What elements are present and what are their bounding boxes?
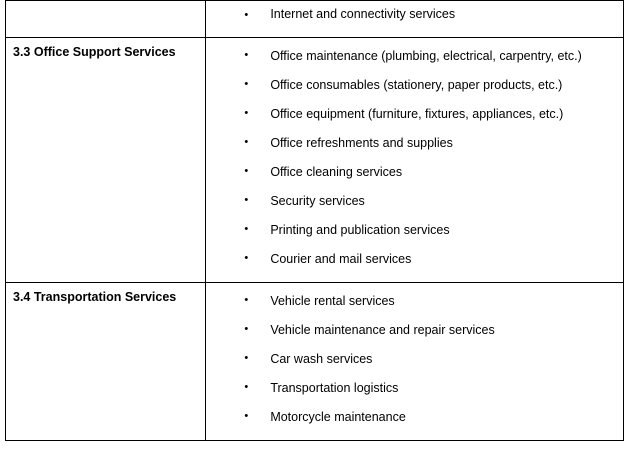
list-item	[212, 71, 617, 100]
list-item-label: Office refreshments and supplies	[270, 136, 453, 150]
bullet-icon: •	[244, 9, 249, 21]
list-item-label: Office consumables (stationery, paper products, etc.)	[270, 78, 563, 92]
list-item-label: Motorcycle maintenance	[270, 410, 406, 424]
items-list	[212, 287, 617, 432]
items-wrapper	[206, 1, 623, 37]
table-row	[6, 1, 624, 38]
list-item-label: Office equipment (furniture, fixtures, appliances, etc.)	[270, 107, 564, 121]
list-item	[212, 158, 617, 187]
items-list	[212, 2, 617, 29]
list-item	[212, 403, 617, 432]
bullet-icon: •	[244, 194, 249, 206]
items-list	[212, 42, 617, 274]
list-item-label: Transportation logistics	[270, 381, 399, 395]
list-item-label: Internet and connectivity services	[270, 7, 456, 21]
list-item-label: Courier and mail services	[270, 252, 412, 266]
bullet-icon: •	[244, 136, 249, 148]
list-item	[212, 287, 617, 316]
bullet-icon: •	[244, 165, 249, 177]
list-item-label: Vehicle rental services	[270, 294, 395, 308]
bullet-icon: •	[244, 78, 249, 90]
row-items-cell	[206, 38, 624, 283]
list-item	[212, 100, 617, 129]
row-label-cell	[6, 38, 206, 283]
list-item	[212, 129, 617, 158]
list-item	[212, 374, 617, 403]
list-item-label: Car wash services	[270, 352, 373, 366]
items-wrapper	[206, 38, 623, 282]
bullet-icon: •	[244, 381, 249, 393]
list-item	[212, 42, 617, 71]
list-item-label: Vehicle maintenance and repair services	[270, 323, 495, 337]
bullet-icon: •	[244, 352, 249, 364]
list-item	[212, 345, 617, 374]
row-label: 3.3 Office Support Services	[13, 45, 176, 59]
bullet-icon: •	[244, 410, 249, 422]
bullet-icon: •	[244, 107, 249, 119]
bullet-icon: •	[244, 323, 249, 335]
items-wrapper	[206, 283, 623, 440]
list-item-label: Office maintenance (plumbing, electrical, carpentry, etc.)	[270, 49, 582, 63]
row-label: 3.4 Transportation Services	[13, 290, 177, 304]
bullet-icon: •	[244, 223, 249, 235]
row-label-cell	[6, 1, 206, 38]
row-label-cell	[6, 283, 206, 441]
bullet-icon: •	[244, 252, 249, 264]
bullet-icon: •	[244, 294, 249, 306]
list-item	[212, 187, 617, 216]
list-item	[212, 245, 617, 274]
list-item	[212, 316, 617, 345]
list-item-label: Office cleaning services	[270, 165, 403, 179]
list-item-label: Security services	[270, 194, 365, 208]
services-table	[5, 0, 624, 441]
table-row	[6, 283, 624, 441]
row-items-cell	[206, 1, 624, 38]
row-label	[6, 1, 205, 15]
row-items-cell	[206, 283, 624, 441]
list-item-label: Printing and publication services	[270, 223, 450, 237]
list-item	[212, 216, 617, 245]
list-item	[212, 2, 617, 29]
bullet-icon: •	[244, 49, 249, 61]
table-row	[6, 38, 624, 283]
